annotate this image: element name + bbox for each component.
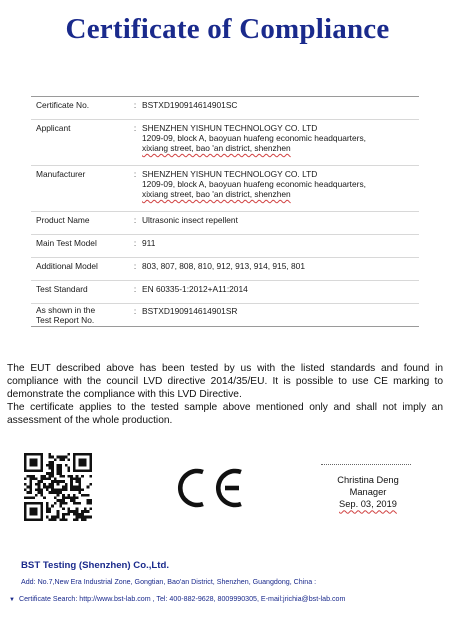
certificate-details-table bbox=[31, 96, 419, 327]
table-row-main-test-model bbox=[31, 235, 419, 258]
table-row-test-report-no bbox=[31, 304, 419, 327]
footer-company-name: BST Testing (Shenzhen) Co.,Ltd. bbox=[21, 560, 169, 571]
ce-mark-icon bbox=[173, 466, 247, 510]
table-row-test-standard bbox=[31, 281, 419, 304]
table-row-applicant bbox=[31, 120, 419, 166]
footer-certificate-search-text: Certificate Search: http://www.bst-lab.com , Tel: 400-882-9628, 8009990305, E-mail:jrichia@bst-lab.com bbox=[18, 595, 346, 603]
footer-certificate-search bbox=[9, 595, 345, 603]
table-row-product-name bbox=[31, 212, 419, 235]
field-label-main-test-model: Main Test Model bbox=[36, 238, 97, 248]
table-row-manufacturer bbox=[31, 166, 419, 212]
field-value-test-standard: EN 60335-1:2012+A11:2014 bbox=[142, 284, 248, 294]
field-label-test-report-no-line-1: As shown in the bbox=[36, 305, 96, 315]
field-value-certificate-no: BSTXD190914614901SC bbox=[142, 100, 238, 110]
applicant-name: SHENZHEN YISHUN TECHNOLOGY CO. LTD bbox=[142, 123, 318, 133]
signature-date: Sep. 03, 2019 bbox=[339, 499, 397, 510]
field-separator: : bbox=[133, 284, 137, 294]
field-value-main-test-model: 911 bbox=[142, 238, 156, 248]
table-row-certificate-no bbox=[31, 97, 419, 120]
certificate-title: Certificate of Compliance bbox=[65, 13, 390, 45]
field-separator: : bbox=[133, 215, 137, 225]
field-value-manufacturer bbox=[140, 166, 419, 212]
manufacturer-address-line-1: 1209-09, block A, baoyuan huafeng economic headquarters, bbox=[142, 179, 366, 189]
field-value-product-name: Ultrasonic insect repellent bbox=[142, 215, 238, 225]
compliance-statement bbox=[7, 362, 443, 427]
applicant-address-line-2: xixiang street, bao 'an district, shenzhen bbox=[142, 143, 291, 153]
field-value-applicant bbox=[140, 120, 419, 166]
field-label-test-standard: Test Standard bbox=[36, 284, 88, 294]
field-label-test-report-no bbox=[31, 304, 130, 327]
field-separator: : bbox=[133, 169, 137, 179]
field-separator: : bbox=[133, 261, 137, 271]
qr-code-icon bbox=[24, 453, 92, 521]
signatory-role: Manager bbox=[349, 487, 387, 498]
compliance-statement-paragraph-2: The certificate applies to the tested sample above mentioned only and shall not imply an assessment of the whole production. bbox=[7, 402, 443, 427]
field-label-applicant: Applicant bbox=[36, 123, 71, 133]
field-value-test-report-no: BSTXD190914614901SR bbox=[142, 306, 238, 316]
triangle-bullet-icon: ▼ bbox=[9, 597, 15, 603]
field-label-certificate-no: Certificate No. bbox=[36, 100, 90, 110]
field-label-product-name: Product Name bbox=[36, 215, 90, 225]
applicant-address-line-1: 1209-09, block A, baoyuan huafeng economic headquarters, bbox=[142, 133, 366, 143]
manufacturer-address-line-2: xixiang street, bao 'an district, shenzhen bbox=[142, 189, 291, 199]
manufacturer-name: SHENZHEN YISHUN TECHNOLOGY CO. LTD bbox=[142, 169, 318, 179]
footer-address: Add: No.7,New Era Industrial Zone, Gongtian, Bao'an District, Shenzhen, Guangdong, China : bbox=[21, 578, 317, 586]
compliance-statement-paragraph-1: The EUT described above has been tested by us with the listed standards and found in compliance with the council LVD directive 2014/35/EU. It is possible to use CE marking to demonstrate the compliance with this LVD Directive. bbox=[7, 363, 443, 401]
field-separator: : bbox=[133, 306, 137, 316]
field-separator: : bbox=[133, 238, 137, 248]
field-label-manufacturer: Manufacturer bbox=[36, 169, 86, 179]
field-separator: : bbox=[133, 123, 137, 133]
signature-line bbox=[321, 464, 411, 465]
field-value-additional-model: 803, 807, 808, 810, 912, 913, 914, 915, 801 bbox=[142, 261, 305, 271]
field-separator: : bbox=[133, 100, 137, 110]
table-row-additional-model bbox=[31, 258, 419, 281]
signatory-name: Christina Deng bbox=[337, 475, 399, 485]
signatory-block bbox=[303, 474, 433, 511]
field-label-test-report-no-line-2: Test Report No. bbox=[36, 314, 95, 325]
field-label-additional-model: Additional Model bbox=[36, 261, 98, 271]
